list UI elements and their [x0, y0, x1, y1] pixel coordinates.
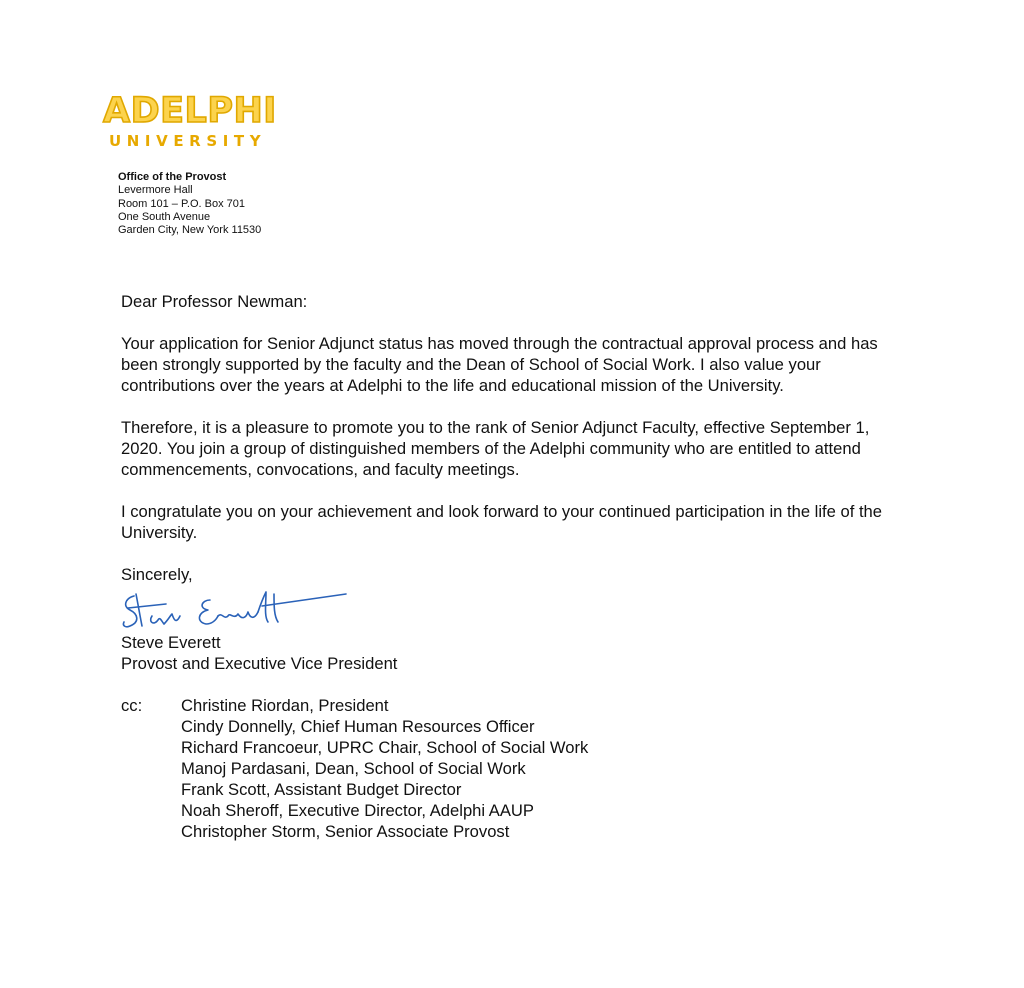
cc-recipient: Manoj Pardasani, Dean, School of Social Work [181, 759, 526, 778]
cc-recipient: Christine Riordan, President [181, 696, 389, 715]
body-paragraph: I congratulate you on your achievement and look forward to your continued participation in the life of the University. [121, 502, 883, 542]
letterhead-address [118, 171, 261, 237]
cc-recipient: Christopher Storm, Senior Associate Provost [181, 822, 510, 841]
signer-name: Steve Everett [121, 633, 221, 652]
cc-recipient: Noah Sheroff, Executive Director, Adelphi AAUP [181, 801, 534, 820]
cc-recipient: Richard Francoeur, UPRC Chair, School of Social Work [181, 738, 589, 757]
closing: Sincerely, [121, 565, 193, 584]
handwritten-signature [118, 586, 348, 632]
body-paragraph: Therefore, it is a pleasure to promote you to the rank of Senior Adjunct Faculty, effective September 1, 2020. You join a group of distinguished members of the Adelphi community who are entitled to attend commencements, convocations, and faculty meetings. [121, 418, 870, 479]
address-line: One South Avenue [118, 210, 211, 223]
address-line: Room 101 – P.O. Box 701 [118, 197, 245, 210]
letter-body [118, 291, 911, 842]
cc-list [181, 695, 588, 842]
cc-recipient: Frank Scott, Assistant Budget Director [181, 780, 462, 799]
office-name: Office of the Provost [118, 171, 227, 183]
body-paragraph: Your application for Senior Adjunct status has moved through the contractual approval process and has been strongly supported by the faculty and the Dean of School of Social Work. I also value your contributions over the years at Adelphi to the life and educational mission of the University. [121, 334, 878, 395]
signature-text: Steve Everett [118, 586, 125, 587]
salutation: Dear Professor Newman: [121, 292, 308, 311]
cc-recipient: Cindy Donnelly, Chief Human Resources Officer [181, 717, 535, 736]
logo-subtitle: UNIVERSITY [109, 132, 267, 150]
logo-wordmark: ADELPHI [103, 91, 277, 131]
cc-block [121, 695, 911, 842]
address-line: Garden City, New York 11530 [118, 224, 262, 237]
signer-title: Provost and Executive Vice President [121, 654, 398, 673]
university-logo [103, 92, 285, 150]
cc-label: cc: [121, 696, 143, 715]
address-line: Levermore Hall [118, 184, 193, 197]
